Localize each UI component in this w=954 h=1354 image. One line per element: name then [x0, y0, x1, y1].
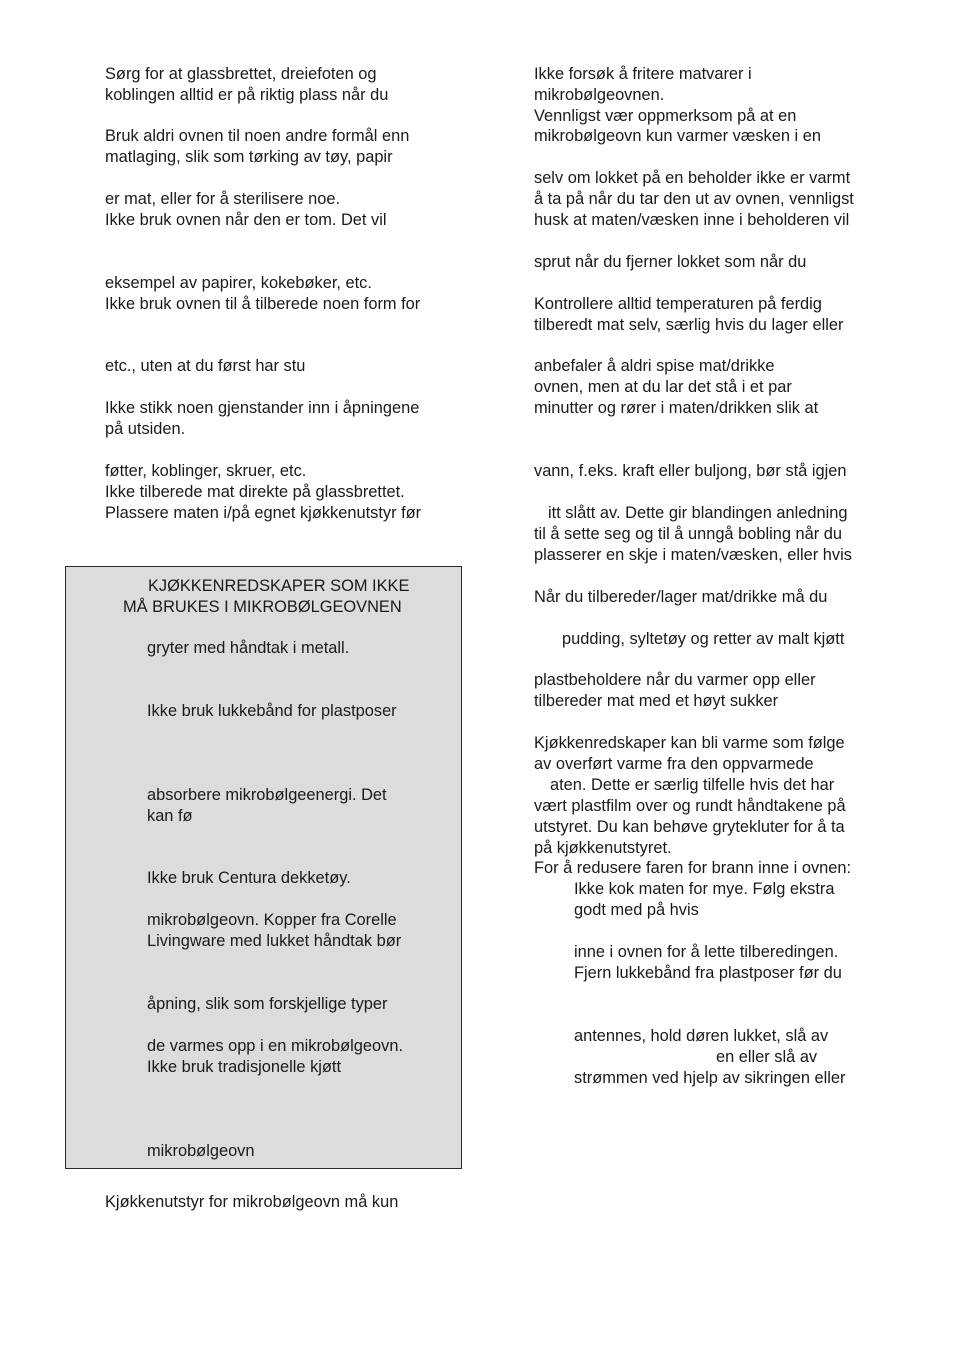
left-line: Ikke bruk ovnen når den er tom. Det vil: [105, 211, 387, 229]
left-line: Ikke stikk noen gjenstander inn i åpningene: [105, 399, 420, 417]
right-line: husk at maten/væsken inne i beholderen vil: [534, 211, 850, 229]
left-line: Ikke bruk ovnen til å tilberede noen form for: [105, 295, 421, 313]
right-line: inne i ovnen for å lette tilberedingen.: [574, 943, 839, 961]
right-line: til å sette seg og til å unngå bobling når du: [534, 525, 842, 543]
right-line: plastbeholdere når du varmer opp eller: [534, 671, 816, 689]
left-line: koblingen alltid er på riktig plass når du: [105, 86, 389, 104]
right-line: Kjøkkenredskaper kan bli varme som følge: [534, 734, 845, 752]
right-line: å ta på når du tar den ut av ovnen, vennligst: [534, 190, 854, 208]
right-line: pudding, syltetøy og retter av malt kjøtt: [562, 630, 845, 648]
warning-box-line: absorbere mikrobølgeenergi. Det: [147, 786, 387, 804]
right-line: Kontrollere alltid temperaturen på ferdig: [534, 295, 822, 313]
right-line: For å redusere faren for brann inne i ovnen:: [534, 859, 852, 877]
left-line: Sørg for at glassbrettet, dreiefoten og: [105, 65, 377, 83]
left-line: på utsiden.: [105, 420, 186, 438]
warning-box-title: MÅ BRUKES I MIKROBØLGEOVNEN: [123, 598, 402, 616]
right-line: en eller slå av: [716, 1048, 818, 1066]
warning-box-line: Ikke bruk tradisjonelle kjøtt: [147, 1058, 342, 1076]
left-line: Bruk aldri ovnen til noen andre formål enn: [105, 127, 410, 145]
right-line: strømmen ved hjelp av sikringen eller: [574, 1069, 846, 1087]
right-line: tilberedt mat selv, særlig hvis du lager eller: [534, 316, 844, 334]
left-line: er mat, eller for å sterilisere noe.: [105, 190, 341, 208]
right-line: antennes, hold døren lukket, slå av: [574, 1027, 829, 1045]
warning-box-title: KJØKKENREDSKAPER SOM IKKE: [148, 577, 410, 595]
right-line: tilbereder mat med et høyt sukker: [534, 692, 779, 710]
right-line: itt slått av. Dette gir blandingen anledning: [548, 504, 848, 522]
warning-box-line: mikrobølgeovn. Kopper fra Corelle: [147, 911, 397, 929]
left-line: Ikke tilberede mat direkte på glassbrettet.: [105, 483, 405, 501]
right-line: utstyret. Du kan behøve grytekluter for å ta: [534, 818, 845, 836]
right-line: godt med på hvis: [574, 901, 699, 919]
right-line: sprut når du fjerner lokket som når du: [534, 253, 807, 271]
right-line: ovnen, men at du lar det stå i et par: [534, 378, 792, 396]
right-line: Når du tilbereder/lager mat/drikke må du: [534, 588, 828, 606]
right-line: Ikke kok maten for mye. Følg ekstra: [574, 880, 835, 898]
left-line: etc., uten at du først har stu: [105, 357, 306, 375]
warning-box-line: de varmes opp i en mikrobølgeovn.: [147, 1037, 403, 1055]
right-line: vært plastfilm over og rundt håndtakene på: [534, 797, 846, 815]
left-line: eksempel av papirer, kokebøker, etc.: [105, 274, 372, 292]
right-line: av overført varme fra den oppvarmede: [534, 755, 814, 773]
right-line: mikrobølgeovn kun varmer væsken i en: [534, 127, 821, 145]
right-line: vann, f.eks. kraft eller buljong, bør stå igjen: [534, 462, 847, 480]
warning-box-line: Ikke bruk lukkebånd for plastposer: [147, 702, 397, 720]
right-line: anbefaler å aldri spise mat/drikke: [534, 357, 775, 375]
right-line: på kjøkkenutstyret.: [534, 839, 672, 857]
left-line: føtter, koblinger, skruer, etc.: [105, 462, 307, 480]
right-line: Vennligst vær oppmerksom på at en: [534, 107, 797, 125]
left-line: matlaging, slik som tørking av tøy, papir: [105, 148, 393, 166]
warning-box-line: Livingware med lukket håndtak bør: [147, 932, 402, 950]
right-line: plasserer en skje i maten/væsken, eller hvis: [534, 546, 852, 564]
warning-box-line: mikrobølgeovn: [147, 1142, 255, 1160]
right-line: Fjern lukkebånd fra plastposer før du: [574, 964, 842, 982]
warning-box-line: gryter med håndtak i metall.: [147, 639, 350, 657]
left-footer-line: Kjøkkenutstyr for mikrobølgeovn må kun: [105, 1193, 399, 1211]
right-line: mikrobølgeovnen.: [534, 86, 665, 104]
warning-box-line: åpning, slik som forskjellige typer: [147, 995, 388, 1013]
right-line: aten. Dette er særlig tilfelle hvis det har: [550, 776, 835, 794]
right-line: Ikke forsøk å fritere matvarer i: [534, 65, 752, 83]
warning-box-line: Ikke bruk Centura dekketøy.: [147, 869, 351, 887]
left-line: Plassere maten i/på egnet kjøkkenutstyr før: [105, 504, 422, 522]
warning-box-line: kan fø: [147, 807, 193, 825]
right-line: selv om lokket på en beholder ikke er varmt: [534, 169, 851, 187]
right-line: minutter og rører i maten/drikken slik at: [534, 399, 819, 417]
